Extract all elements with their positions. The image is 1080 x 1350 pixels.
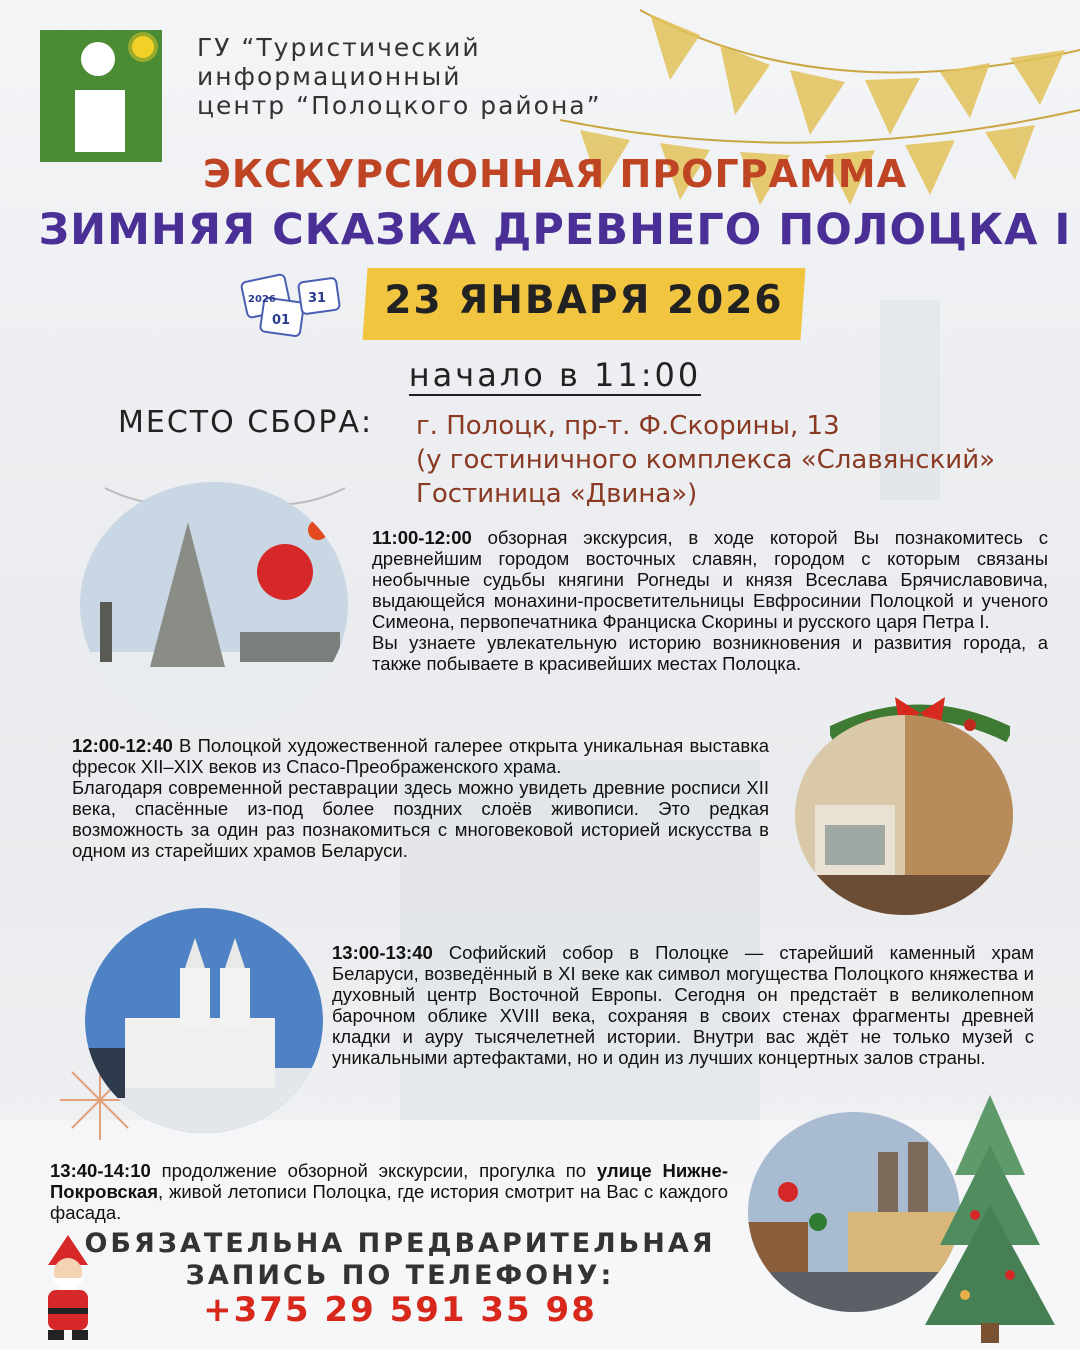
photo-christmas-tree: [80, 482, 348, 728]
schedule-item-2: [72, 735, 769, 861]
item-4-text-a: продолжение обзорной экскурсии, прогулка по: [161, 1160, 587, 1181]
item-1-text: обзорная экскурсия, в ходе которой Вы познакомитесь с древнейшим городом восточных славян, городом с которым связаны необычные судьбы княгини Рогнеды и князя Всеслава Брячиславовича, выдающейся монахини-просветительницы Евфросинии Полоцкой и ученого Симеона, первопечатника Франциска Скорины и русского царя Петра I.: [372, 527, 1048, 632]
photo-sofia-cathedral: [85, 908, 323, 1133]
organization-name: ГУ “Туристический информационный центр “Полоцкого района”: [197, 33, 602, 120]
calendar-day: 01: [272, 313, 291, 328]
item-2-text2: Благодаря современной реставрации здесь можно увидеть древние росписи XII века, спасённые из-под более поздних слоёв живописи. Это редкая возможность за один раз познакомиться с многовековой историей искусства в одном из старейших храмов Беларуси.: [72, 777, 769, 861]
item-4-street: улице Нижне-Покровская: [50, 1160, 728, 1202]
start-time-value: 11:00: [594, 356, 702, 394]
meeting-address: г. Полоцк, пр-т. Ф.Скорины, 13 (у гостиничного комплекса «Славянский» Гостиница «Двина»): [416, 411, 996, 509]
calendar-month: 31: [308, 291, 327, 306]
item-2-time: 12:00-12:40: [72, 735, 173, 756]
program-label: ЭКСКУРСИОННАЯ ПРОГРАММА: [202, 152, 907, 196]
item-3-time: 13:00-13:40: [332, 942, 433, 963]
christmas-tree-decoration: [905, 1085, 1075, 1345]
photo-art-gallery: [795, 715, 1013, 915]
meeting-label: МЕСТО СБОРА:: [118, 405, 374, 440]
item-1-time: 11:00-12:00: [372, 527, 472, 548]
info-center-logo: [40, 30, 162, 162]
page-title: ЗИМНЯЯ СКАЗКА ДРЕВНЕГО ПОЛОЦКА I: [38, 205, 1072, 255]
item-4-time: 13:40-14:10: [50, 1160, 151, 1181]
event-date: 23 ЯНВАРЯ 2026: [384, 278, 784, 323]
phone-number[interactable]: +375 29 591 35 98: [203, 1290, 597, 1330]
schedule-item-1: [372, 527, 1048, 674]
item-1-text2: Вы узнаете увлекательную историю возникновения и развития города, а также побываете в красивейших местах Полоцка.: [372, 632, 1048, 674]
start-time: [0, 356, 1080, 394]
bunting-decoration: [560, 0, 1080, 300]
item-4-text-b: , живой летописи Полоцка, где история смотрит на Вас с каждого фасада.: [50, 1181, 728, 1223]
registration-note: ОБЯЗАТЕЛЬНА ПРЕДВАРИТЕЛЬНАЯ ЗАПИСЬ ПО ТЕЛЕФОНУ:: [84, 1228, 716, 1291]
calendar-year: 2026: [248, 294, 276, 305]
schedule-item-4: [50, 1160, 728, 1223]
item-2-text: В Полоцкой художественной галерее открыта уникальная выставка фресок XII–XIX веков из Спасо-Преображенского храма.: [72, 735, 770, 777]
calendar-icon: [222, 270, 342, 342]
item-3-text: Софийский собор в Полоцке — старейший каменный храм Беларуси, возведённый в XI веке как символ могущества Полоцкого княжества и духовный центр Восточной Европы. Сегодня он предстаёт в великолепном барочном облике XVIII века, сохраняя в своих стенах фрагменты древней кладки и ауру тысячелетней истории. Внутри вас ждёт не только музей с уникальными артефактами, но и один из лучших концертных залов страны.: [332, 942, 1034, 1068]
start-label: начало в: [408, 356, 581, 394]
schedule-item-3: [332, 942, 1034, 1068]
